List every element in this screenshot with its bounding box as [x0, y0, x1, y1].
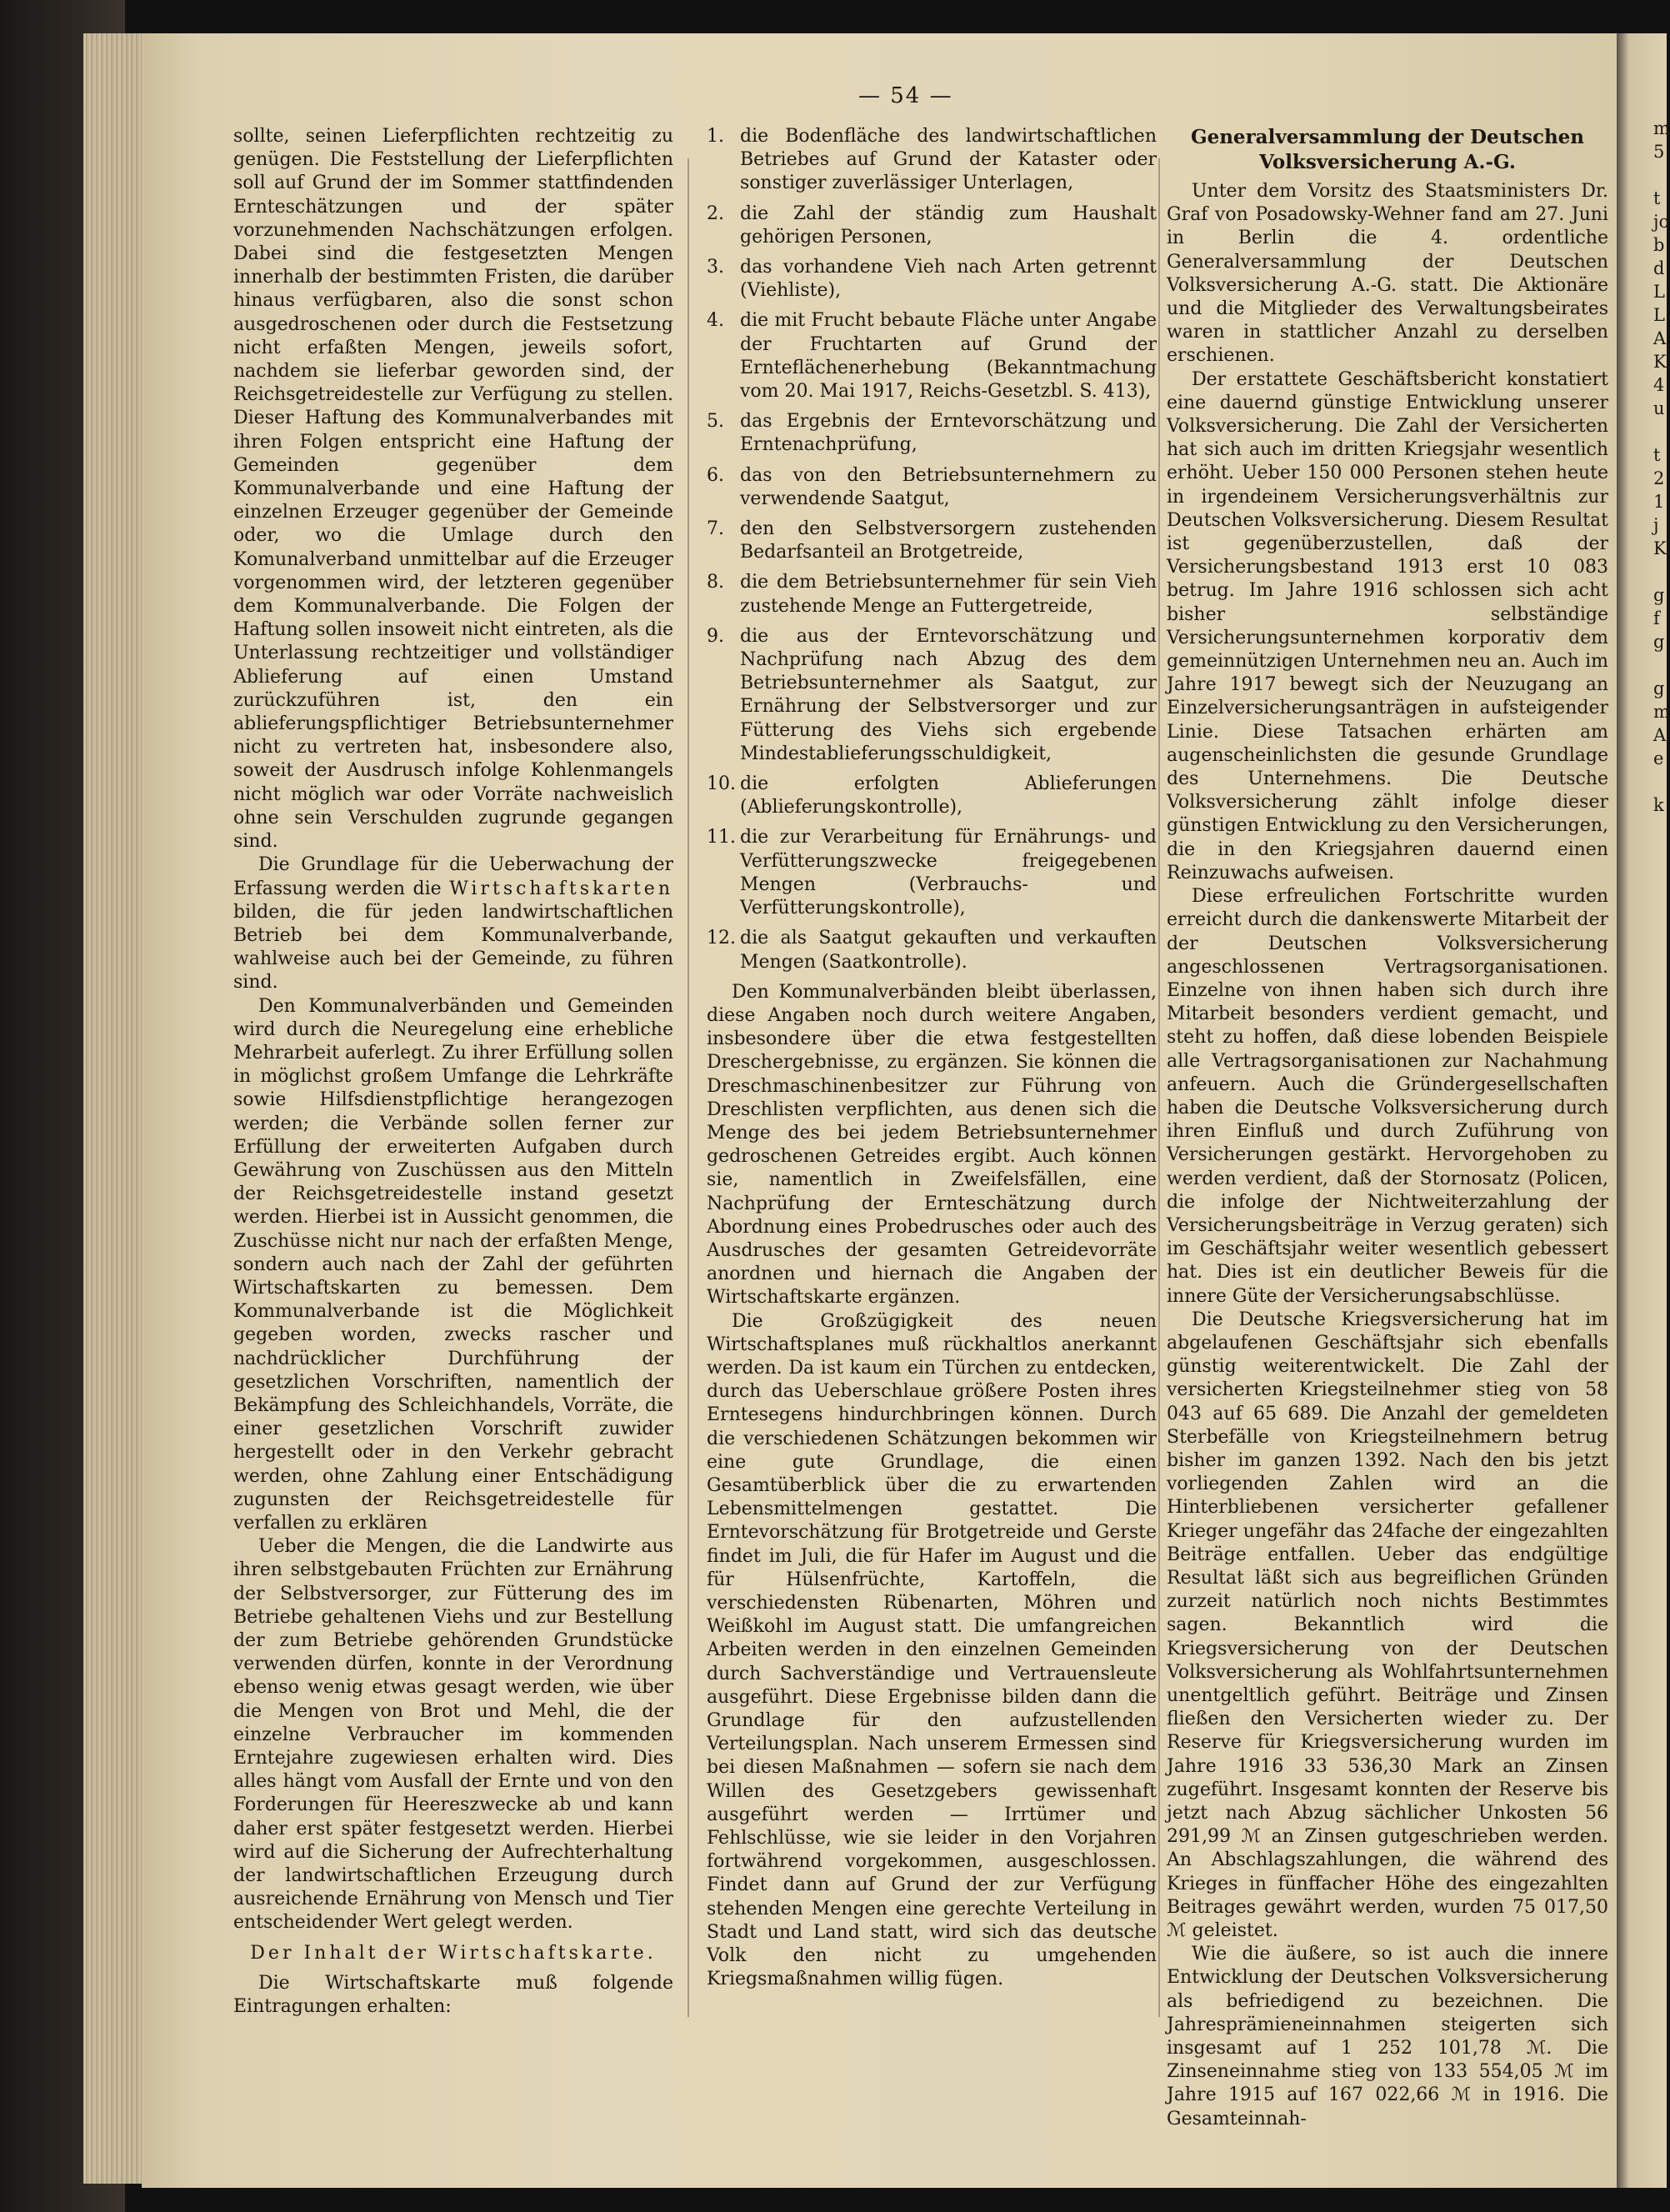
- adjacent-page-fragments: [1617, 33, 1670, 817]
- adjacent-page-fragment: e: [1653, 748, 1664, 768]
- list-item: 6. das von den Betriebsunternehmern zu verwendende Saatgut,: [707, 464, 1157, 509]
- column1-paragraph-2: Die Grundlage für die Ueberwachung der Erfassung werden die Wirtschaftskarten bilden, die für jeden landwirtschaftlichen Betrieb bei dem Kommunalverbande, wahlweise auch bei der Gemeinde, zu führen sind.: [233, 854, 673, 993]
- adjacent-page-fragment: [1635, 653, 1667, 677]
- adjacent-page-fragment: [1635, 770, 1667, 793]
- adjacent-page-fragment: t: [1653, 188, 1661, 208]
- adjacent-page-fragment: g: [1653, 585, 1665, 605]
- column1-paragraph-3: Den Kommunalverbänden und Gemeinden wird durch die Neuregelung eine erhebliche Mehrarbeit auferlegt. Zu ihrer Erfüllung sollen in möglichst großem Umfange die Lehrkräfte sowie Hilfsdienstpflichtige herangezogen werden; die Verbände sollen ferner zur Erfüllung der erweiterten Aufgaben durch Gewährung von Zuschüssen aus den Mitteln der Reichsgetreidestelle instand gesetzt werden. Hierbei ist in Aussicht genommen, die Zuschüsse nicht nur nach der erfaßten Menge, sondern auch nach der Zahl der geführten Wirtschaftskarten zu bemessen. Dem Kommunalverbande ist die Möglichkeit gegeben worden, zwecks rascher und nachdrücklicher Durchführung der gesetzlichen Vorschriften, namentlich der Bekämpfung des Schleichhandels, Vorräte, die einer gesetzlichen Vorschrift zuwider hergestellt oder in den Verkehr gebracht werden, ohne Zahlung einer Entschädigung zugunsten der Reichsgetreidestelle für verfallen zu erklären: [233, 995, 673, 1534]
- column3-paragraph-4: Die Deutsche Kriegsversicherung hat im abgelaufenen Geschäftsjahr sich ebenfalls günstig weiterentwickelt. Die Zahl der versicherten Kriegsteilnehmer stieg von 58 043 auf 65 689. Die Anzahl der gemeldeten Sterbefälle von Kriegsteilnehmern betrug bisher im ganzen 1392. Nach den bis jetzt vorliegenden Zahlen wird an die Hinterbliebenen versicherter gefallener Krieger ungefähr das 24fache der eingezahlten Beiträge entfallen. Ueber das endgültige Resultat läßt sich aus begreiflichen Gründen zurzeit natürlich noch nichts Bestimmtes sagen. Bekanntlich wird die Kriegsversicherung von der Deutschen Volksversicherung als Wohlfahrtsunternehmen unentgeltlich geführt. Beiträge und Zinsen fließen den Versicherten wieder zu. Der Reserve für Kriegsversicherung wurden im Jahre 1916 33 536,30 Mark an Zinsen zugeführt. Insgesamt konnten der Reserve bis jetzt nach Abzug sächlicher Unkosten 56 291,99 ℳ an Zinsen gutgeschrieben werden. An Abschlagszahlungen, die während des Krieges in fünffacher Höhe des eingezahlten Beitrages gewährt werden, wurden 75 017,50 ℳ geleistet.: [1167, 1309, 1608, 1942]
- list-item: 9. die aus der Erntevorschätzung und Nachprüfung nach Abzug des dem Betriebsunternehmer als Saatgut, zur Ernährung der Selbstversorger und zur Fütterung des Viehs sich ergebende Mindestablieferungsschuldigkeit,: [707, 625, 1157, 764]
- adjacent-page-fragment: f: [1653, 608, 1660, 628]
- column3-paragraph-5: Wie die äußere, so ist auch die innere Entwicklung der Deutschen Volksversicherung als befriedigend zu bezeichnen. Die Jahresprämieneinnahmen steigerten sich insgesamt auf 1 252 101,78 ℳ. Die Zinseneinnahme stieg von 133 554,05 ℳ im Jahre 1915 auf 167 022,66 ℳ in 1916. Die Gesamteinnah-: [1167, 1944, 1608, 2129]
- adjacent-page-fragment: 5: [1653, 142, 1665, 162]
- document-page: [142, 33, 1617, 2188]
- list-item: 12. die als Saatgut gekauften und verkauften Mengen (Saatkontrolle).: [707, 928, 1157, 973]
- column3-paragraph-3: Diese erfreulichen Fortschritte wurden erreicht durch die dankenswerte Mitarbeit der der Deutschen Volksversicherung angeschlossenen Vertragsorganisationen. Einzelne von ihnen haben sich durch ihre Mitarbeit besonders verdient gemacht, und steht zu hoffen, daß diese lobenden Beispiele alle Vertragsorganisationen zur Nachahmung anfeuern. Auch die Gründergesellschaften haben die Deutsche Volksversicherung durch ihren Einfluß und durch Zuführung von Versicherungen gestärkt. Hervorgehoben zu werden verdient, daß der Stornosatz (Policen, die infolge der Nichtweiterzahlung der Versicherungsbeiträge in Verzug geraten) sich im Geschäftsjahr weiter wesentlich gebessert hat. Dies ist ein deutlicher Beweis für die innere Güte der Versicherungsabschlüsse.: [1167, 886, 1608, 1307]
- column1-paragraph-1: sollte, seinen Lieferpflichten rechtzeitig zu genügen. Die Feststellung der Lieferpflichten soll auf Grund der im Sommer stattfindenden Ernteschätzungen und der später vorzunehmenden Nachschätzungen erfolgen. Dabei sind die festgesetzten Mengen innerhalb der bestimmten Fristen, die darüber hinaus verfügbaren, also die sonst schon ausgedroschenen oder durch die Festsetzung nicht erfaßten Mengen, jeweils sofort, nachdem sie lieferbar geworden sind, der Reichsgetreidestelle zur Verfügung zu stellen. Dieser Haftung des Kommunalverbandes mit ihren Folgen entspricht eine Haftung der Gemeinden gegenüber dem Kommunalverbande und eine Haftung der einzelnen Erzeuger gegenüber der Gemeinde oder, wo die Umlage durch den Komunalverband unmittelbar auf die Erzeuger vorgenommen wird, der letzteren gegenüber dem Kommunalverbande. Die Folgen der Haftung sollen insoweit nicht eintreten, als die Unterlassung rechtzeitiger und vollständiger Ablieferung auf einen Umstand zurückzuführen ist, den ein ablieferungspflichtiger Betriebsunternehmer nicht zu vertreten hat, insbesondere also, soweit der Ausdrusch infolge Kohlenmangels nicht möglich war oder Vorräte nachweislich ohne sein Verschulden zugrunde gegangen sind.: [233, 126, 673, 853]
- adjacent-page-fragment: j: [1653, 515, 1659, 535]
- list-item: 1. die Bodenfläche des landwirtschaftlichen Betriebes auf Grund der Kataster oder sonstiger zuverlässiger Unterlagen,: [707, 126, 1157, 194]
- adjacent-page-fragment: t: [1653, 445, 1661, 465]
- adjacent-page-fragment: K: [1653, 352, 1667, 372]
- adjacent-page-fragment: g: [1653, 632, 1665, 652]
- emphasized-term: Wirtschaftskarten: [449, 878, 673, 899]
- adjacent-page-fragment: 4: [1653, 375, 1665, 395]
- list-item: 2. die Zahl der ständig zum Haushalt gehörigen Personen,: [707, 203, 1157, 248]
- adjacent-page-fragment: A: [1653, 328, 1667, 348]
- adjacent-page-fragment: jo: [1653, 212, 1670, 232]
- adjacent-page-fragment: L: [1653, 282, 1665, 302]
- adjacent-page-fragment: k: [1653, 795, 1664, 815]
- page-number: — 54 —: [858, 83, 953, 108]
- adjacent-page-fragment: u: [1653, 398, 1665, 418]
- adjacent-page-fragment: 2: [1653, 468, 1665, 488]
- section-subheading: Der Inhalt der Wirtschaftskarte.: [250, 1942, 657, 1964]
- adjacent-page-fragment: [1635, 420, 1667, 443]
- adjacent-page-fragment: g: [1653, 678, 1665, 698]
- adjacent-page-fragment: [1635, 163, 1667, 187]
- adjacent-page-fragment: 1: [1653, 492, 1665, 512]
- adjacent-page-fragment: d: [1653, 258, 1665, 278]
- list-item: 4. die mit Frucht bebaute Fläche unter Angabe der Fruchtarten auf Grund der Ernteflächenerhebung (Bekanntmachung vom 20. Mai 1917, Reichs-Gesetzbl. S. 413),: [707, 310, 1157, 403]
- adjacent-page-margin: [1617, 33, 1670, 2188]
- article-heading: Generalversammlung der Deutschen Volksversicherung A.-G.: [1190, 126, 1585, 173]
- list-item: 8. die dem Betriebsunternehmer für sein Vieh zustehende Menge an Futtergetreide,: [707, 572, 1157, 617]
- column3-paragraph-2: Der erstattete Geschäftsbericht konstatiert eine dauernd günstige Entwicklung unserer Volksversicherung. Die Zahl der Versicherten hat sich auch im dritten Kriegsjahr wesentlich erhöht. Ueber 150 000 Personen stehen heute in irgendeinem Versicherungsverhältnis zur Deutschen Volksversicherung. Diesem Resultat ist gegenüberzustellen, daß der Versicherungsbestand 1913 erst 10 083 betrug. Im Jahre 1916 schlossen sich acht bisher selbständige Versicherungsunternehmen korporativ dem gemeinnützigen Unternehmen neu an. Auch im Jahre 1917 bewegt sich der Neuzugang an Einzelversicherungsanträgen in aufsteigender Linie. Diese Tatsachen erhärten am augenscheinlichsten die gesunde Grundlage des Unternehmens. Die Deutsche Volksversicherung zählt infolge dieser günstigen Entwicklung zu den Versicherungen, die in den Kriegsjahren dauernd einen Reinzuwachs aufweisen.: [1167, 368, 1608, 883]
- column1-paragraph-4: Ueber die Mengen, die die Landwirte aus ihren selbstgebauten Früchten zur Ernährung der Selbstversorger, zur Fütterung des im Betriebe gehaltenen Viehs und zur Bestellung der zum Betriebe gehörenden Grundstücke verwenden dürfen, konnte in der Verordnung ebenso wenig etwas gesagt werden, wie über die Mengen von Brot und Mehl, die der einzelne Verbraucher im kommenden Erntejahre zugewiesen erhalten wird. Dies alles hängt vom Ausfall der Ernte und von den Forderungen für Heereszwecke ab und kann daher erst später festgesetzt werden. Hierbei wird auf die Sicherung der Aufrechterhaltung der landwirtschaftlichen Erzeugung durch ausreichende Ernährung von Mensch und Tier entscheidender Wert gelegt werden.: [233, 1536, 673, 1934]
- column2-paragraph-2: Die Großzügigkeit des neuen Wirtschaftsplanes muß rückhaltlos anerkannt werden. Da ist kaum ein Türchen zu entdecken, durch das Ueberschlaue größere Posten ihres Erntesegens hindurchbringen können. Durch die verschiedenen Schätzungen bekommen wir eine gute Grundlage, die einen Gesamtüberblick über die zu erwartenden Lebensmittelmengen gestattet. Die Erntevorschätzung für Brotgetreide und Gerste findet im Juli, die für Hafer im August und die für Hülsenfrüchte, Kartoffeln, die verschiedensten Rübenarten, Möhren und Weißkohl im August statt. Die umfangreichen Arbeiten werden in den einzelnen Gemeinden durch Sachverständige und Vertrauensleute ausgeführt. Diese Ergebnisse bilden dann die Grundlage für den aufzustellenden Verteilungsplan. Nach unserem Ermessen sind bei diesen Maßnahmen — sofern sie nach dem Willen des Gesetzgebers gewissenhaft ausgeführt werden — Irrtümer und Fehlschlüsse, wie sie leider in den Vorjahren fortwährend vorgekommen, ausgeschlossen. Findet dann auf Grund der zur Verfügung stehenden Mengen eine gerechte Verteilung in Stadt und Land statt, wird sich das deutsche Volk den nicht zu umgehenden Kriegsmaßnahmen willig fügen.: [707, 1310, 1157, 1990]
- entries-list: [707, 125, 1157, 974]
- list-item: 7. den den Selbstversorgern zustehenden Bedarfsanteil an Brotgetreide,: [707, 518, 1157, 563]
- adjacent-page-fragment: m: [1653, 702, 1670, 722]
- list-item: 11. die zur Verarbeitung für Ernährungs- und Verfütterungszwecke freigegebenen Mengen (Verbrauchs- und Verfütterungskontrolle),: [707, 827, 1157, 919]
- adjacent-page-fragment: b: [1653, 235, 1665, 255]
- column-1: [233, 125, 673, 2019]
- adjacent-page-fragment: [1635, 560, 1667, 583]
- column-3: [1167, 125, 1608, 2131]
- list-item: 3. das vorhandene Vieh nach Arten getrennt (Viehliste),: [707, 257, 1157, 302]
- list-item: 5. das Ergebnis der Erntevorschätzung und Erntenachprüfung,: [707, 411, 1157, 456]
- column1-paragraph-5: Die Wirtschaftskarte muß folgende Eintragungen erhalten:: [233, 1972, 673, 2018]
- column2-paragraph-1: Den Kommunalverbänden bleibt überlassen, diese Angaben noch durch weitere Angaben, insbesondere über die etwa festgestellten Dreschergebnisse, zu ergänzen. Sie können die Dreschmaschinenbesitzer zur Führung von Dreschlisten verpflichten, aus denen sich die Menge des bei jedem Betriebsunternehmer gedroschenen Getreides ergibt. Auch können sie, namentlich in Zweifelsfällen, eine Nachprüfung der Ernteschätzung durch Abordnung eines Probedrusches oder auch des Ausdrusches der gesamten Getreidevorräte anordnen und hiernach die Angaben der Wirtschaftskarte ergänzen.: [707, 981, 1157, 1309]
- adjacent-page-fragment: A: [1653, 725, 1667, 745]
- column-divider-2: [1158, 158, 1160, 2017]
- adjacent-page-fragment: K: [1653, 538, 1667, 558]
- column3-paragraph-1: Unter dem Vorsitz des Staatsministers Dr. Graf von Posadowsky-Wehner fand am 27. Juni in Berlin die 4. ordentliche Generalversammlung der Deutschen Volksversicherung A.-G. statt. Die Aktionäre und die Mitglieder des Verwaltungsbeirates waren in stattlicher Anzahl zu derselben erschienen.: [1167, 181, 1608, 367]
- adjacent-page-fragment: L: [1653, 305, 1665, 325]
- column-2: [707, 125, 1157, 1991]
- adjacent-page-fragment: m: [1653, 118, 1670, 138]
- column-divider-1: [688, 158, 689, 2017]
- list-item: 10. die erfolgten Ablieferungen (Ablieferungskontrolle),: [707, 773, 1157, 818]
